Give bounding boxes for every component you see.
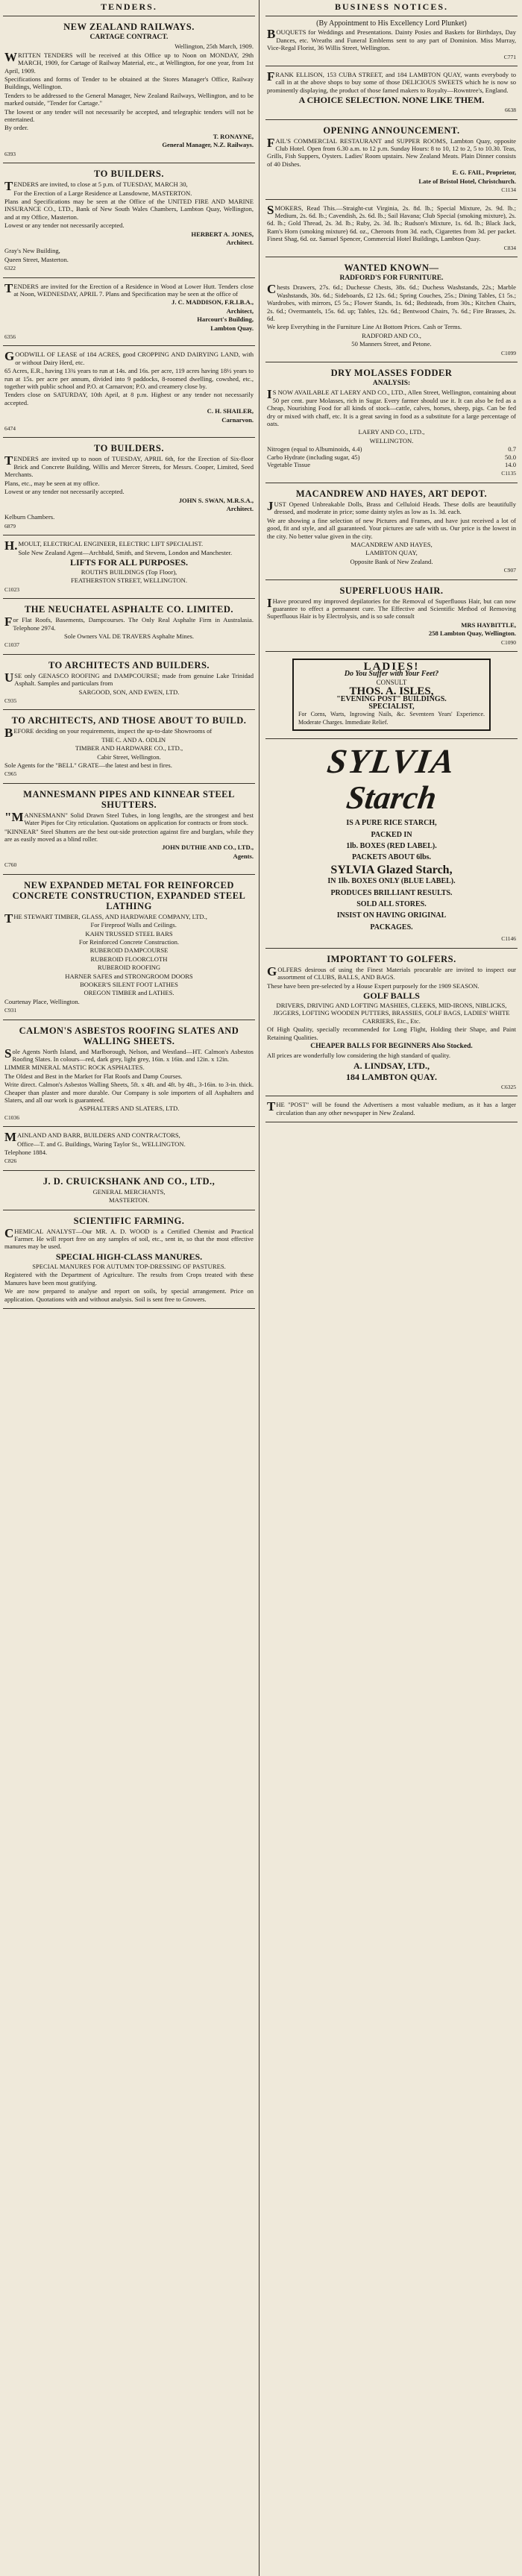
ad-signature: Harcourt's Building,	[197, 315, 254, 324]
analysis-value: 0.7	[508, 445, 516, 453]
ad-reference-number: C6325	[500, 1083, 516, 1090]
ad-centered-line: SARGOOD, SON, AND EWEN, LTD.	[78, 688, 180, 696]
ad-paragraph: MAINLAND AND BARR, BUILDERS AND CONTRACTORS,	[4, 1130, 180, 1145]
ad-signature: HERBERT A. JONES,	[191, 230, 254, 238]
ad-isles	[265, 652, 518, 739]
ad-display-line: A CHOICE SELECTION. NONE LIKE THEM.	[298, 95, 485, 106]
business-ad-list	[265, 16, 518, 1122]
ad-smokers	[265, 200, 518, 257]
ad-paragraph: For Flat Roofs, Basements, Dampcourses. The Only Real Asphalte Firm in Australasia. Telephone 2974.	[4, 615, 254, 632]
ad-centered-line: ROUTH'S BUILDINGS (Top Floor),	[81, 568, 177, 576]
ad-headline: THE NEUCHATEL ASPHALTE CO. LIMITED.	[24, 604, 234, 615]
ad-display-line: GOLF BALLS	[363, 990, 420, 1001]
analysis-item: Vegetable Tissue	[267, 461, 311, 469]
ad-headline: MANNESMANN PIPES AND KINNEAR STEEL SHUTTERS.	[23, 788, 235, 810]
ad-signature: C. H. SHAILER,	[207, 407, 254, 415]
ad-centered-line: RUBEROID DAMPCOURSE	[89, 946, 169, 955]
ad-paragraph: IHave procured my improved depilatories for the Removal of Superfluous Hair, but can now guarantee to effect a permanent cure. The Effective and Scientific Method of Removing Superfluous Hair is by Electrolysis, and is so safe consult	[267, 595, 516, 621]
ad-paragraph: SMOKERS, Read This.—Straight-cut Virginia, 2s. 8d. lb.; Special Mixture, 2s. 9d. lb.; Medium, 2s. 6d. lb.; Cavendish, 2s. 6d. lb.; Sail Havana; Club Special (smoking mixture), 2s. 6d. lb.; Gold Thread, 2s. 3d. lb.; Ruby, 2s. 3d. lb.; Rudson's Mixture, 1s. 6d. lb.; Black Jack, Ram's Horn (smoking mixture) 6d. oz., Cheroots from 3d. each, Cigarettes from 3d. per packet. Finest Shag, 6d. oz. Samuel Spencer, Commercial Hotel Buildings, Lambton Quay.	[267, 202, 516, 243]
ad-paragraph: All prices are wonderfully low considering the high standard of quality.	[267, 1052, 450, 1060]
ad-paragraph: Plans, etc., may be seen at my office.	[4, 479, 100, 487]
ad-signature: Architect,	[226, 307, 254, 315]
ad-headline: NEW EXPANDED METAL FOR REINFORCED CONCRETE CONSTRUCTION, EXPANDED STEEL LATHING	[12, 879, 246, 911]
ad-centered-line: 50 Manners Street, and Petone.	[351, 340, 432, 348]
analysis-row	[267, 461, 516, 468]
starch-brand-title: Starch	[344, 779, 439, 817]
royal-appointment-crest: (By Appointment to His Excellency Lord Plunket)	[316, 19, 467, 28]
ad-reference-number: C771	[503, 53, 516, 60]
ad-centered-line: OREGON TIMBER and LATHES.	[84, 989, 174, 997]
analysis-item: Nitrogen (equal to Albuminoids, 4.4)	[267, 445, 362, 453]
ad-moult	[3, 535, 255, 599]
ad-paragraph: Office—T. and G. Buildings, Waring Taylor St., WELLINGTON.	[17, 1140, 186, 1148]
ad-signature: Agents.	[233, 852, 254, 860]
sylvia-line: IS A PURE RICE STARCH,	[346, 819, 437, 828]
ad-paragraph: We are showing a fine selection of new Pictures and Frames, and have just received a lot of good, fit and style, and all guaranteed. Your pictures are safe with us. Our price is the lowest in the city. No better value given in the city.	[267, 516, 516, 540]
ad-centered-line: Sole Owners VAL DE TRAVERS Asphalte Mines.	[63, 632, 195, 640]
ad-odlin	[3, 710, 255, 783]
ad-centered-line: THE C. AND A. ODLIN	[101, 735, 166, 744]
boxed-ad	[292, 659, 491, 731]
sylvia-line: 1lb. BOXES (RED LABEL).	[346, 842, 437, 851]
ad-ellison	[265, 66, 518, 120]
ad-signature: Architect.	[226, 238, 254, 246]
ad-paragraph: GOODWILL OF LEASE of 184 ACRES, good CROPPING AND DAIRYING LAND, with or without Dairy Herd, etc.	[4, 349, 254, 366]
ad-paragraph: These have been pre-selected by a House Expert purposely for the 1909 SEASON.	[267, 981, 479, 990]
ad-paragraph: THE "POST" will be found the Advertisers a most valuable medium, as it has a larger circulation than any other newspaper in New Zealand.	[267, 1099, 516, 1116]
ad-subheadline: RADFORD'S FOR FURNITURE.	[339, 274, 444, 282]
ad-signature: J. C. MADDISON, F.R.I.B.A.,	[172, 298, 254, 307]
ad-centered-line: BOOKER'S SILENT FOOT LATHES	[80, 980, 178, 988]
sylvia-line: PACKED IN	[371, 830, 412, 839]
tenders-column	[3, 0, 255, 2576]
ad-centered-line: FEATHERSTON STREET, WELLINGTON.	[71, 577, 187, 585]
sylvia-starch-ad	[267, 743, 516, 932]
ad-centered-line: RUBEROID ROOFING	[97, 964, 161, 972]
ad-centered-line: SPECIAL MANURES FOR AUTUMN TOP-DRESSING OF PASTURES.	[32, 1262, 226, 1270]
ad-headline: OPENING ANNOUNCEMENT.	[323, 125, 460, 136]
ad-reference-number: 6638	[505, 107, 516, 114]
ad-centered-line: MASTERTON.	[109, 1196, 149, 1204]
ad-signature: 184 LAMBTON QUAY.	[346, 1071, 437, 1082]
ad-farming	[3, 1210, 255, 1309]
ad-paragraph: FRANK ELLISON, 153 CUBA STREET, and 184 LAMBTON QUAY, wants everybody to call in at the above shops to buy some of those DELICIOUS SWEETS which he is now so prominently displaying, the product of those famed makers to Royalty—Rowntree's, England.	[267, 69, 516, 94]
ad-signature: 258 Lambton Quay, Wellington.	[428, 629, 516, 638]
ad-reference-number: C1146	[501, 935, 516, 943]
ad-centered-line: DRIVERS, DRIVING AND LOFTING MASHIES, CLEEKS, MID-IRONS, NIBLICKS, JIGGERS, LOFTING WOODEN PUTTERS, BRASSIES, GOLF BAGS, LADIES' WHITE CARRIERS, Etc., Etc.	[273, 1001, 510, 1025]
glazed-starch-line: IN 1lb. BOXES ONLY (BLUE LABEL).	[327, 877, 456, 886]
ad-centered-line: RUBEROID FLOORCLOTH	[90, 955, 168, 963]
ad-paragraph: Sole Agents for the "BELL" GRATE—the latest and best in fires.	[4, 761, 172, 770]
ad-paragraph: Lowest or any tender not necessarily accepted.	[4, 222, 125, 230]
ad-lower-hutt	[3, 278, 255, 347]
ad-paragraph: The lowest or any tender will not necessarily be accepted, and telegraphic tenders will not be entertained.	[4, 107, 254, 124]
ad-paragraph: Of High Quality, specially recommended for Long Flight, Holding their Shape, and Paint Retaining Qualities.	[267, 1025, 516, 1041]
ad-goodwill	[3, 346, 255, 438]
ad-reference-number: C834	[503, 244, 516, 251]
ad-headline: TO BUILDERS.	[94, 169, 164, 180]
ad-centered-line: LAMBTON QUAY,	[365, 549, 418, 557]
ad-paragraph: Registered with the Department of Agriculture. The results from Crops treated with these Manures have been most gratifying.	[4, 1271, 254, 1287]
ad-headline: SUPERFLUOUS HAIR.	[339, 585, 444, 596]
ad-centered-line: LAERY AND CO., LTD.,	[358, 428, 425, 436]
ad-headline: TO ARCHITECTS AND BUILDERS.	[48, 659, 210, 670]
ad-centered-line: For Reinforced Concrete Construction.	[78, 937, 180, 946]
sylvia-line: PACKETS ABOUT 6lbs.	[351, 853, 432, 862]
ad-reference-number: 6356	[4, 333, 16, 340]
ad-signature: Lambton Quay.	[210, 324, 254, 332]
glazed-starch-line: PACKAGES.	[370, 923, 413, 932]
ad-paragraph: Tenders to be addressed to the General Manager, New Zealand Railways, Wellington, and to be marked outside, "Tender for Cartage."	[4, 91, 254, 107]
column-divider	[259, 0, 260, 2576]
ad-mannesmann	[3, 784, 255, 875]
glazed-starch-title: SYLVIA Glazed Starch,	[330, 863, 453, 876]
ad-address: Kelburn Chambers.	[4, 513, 55, 521]
ad-paragraph: Tenders close on SATURDAY, 10th April, at 8 p.m. Highest or any tender not necessarily accepted.	[4, 391, 254, 406]
ad-headline: CALMON'S ASBESTOS ROOFING SLATES AND WALLING SHEETS.	[19, 1025, 239, 1046]
ad-headline: SCIENTIFIC FARMING.	[73, 1215, 185, 1226]
boxed-ad-line: CONSULT	[376, 678, 407, 686]
ad-paragraph: Sole Agents North Island, and Marlborough, Nelson, and Westland—HT. Calmon's Asbestos Roofing Slates. In colours—red, dark grey, light grey, 16in. x 16in. and 12in. x 12in.	[4, 1046, 254, 1063]
analysis-row	[267, 445, 516, 453]
ad-paragraph: IS NOW AVAILABLE AT LAERY AND CO., LTD., Allen Street, Wellington, containing about 50 per cent. pure Molasses, rich in Sugar. Every farmer should use it. It can also be fed as a Cheap, Nourishing Food for all kinds of stock—cattle, calves, horses, sheep, pigs. Can be fed dry or mixed with chaff, etc. It is a great saving in food as a substitute for a large percentage of oats.	[267, 387, 516, 428]
glazed-starch-line: INSIST ON HAVING ORIGINAL	[336, 911, 447, 920]
ad-paragraph: TENDERS are invited up to noon of TUESDAY, APRIL 6th, for the Erection of Six-floor Brick and Concrete Building, Willis and Mercer Streets, for Messrs. Cooper, Limited, Seed Merchants.	[4, 453, 254, 479]
ad-reference-number: C1135	[501, 470, 516, 477]
ad-paragraph: THE STEWART TIMBER, GLASS, AND HARDWARE COMPANY, LTD.,	[4, 911, 207, 926]
ad-paragraph: USE only GENASCO ROOFING and DAMPCOURSE; made from genuine Lake Trinidad Asphalt. Samples and particulars from	[4, 670, 254, 688]
business-notices-column	[265, 0, 518, 2576]
ad-centered-line: Cabir Street, Wellington.	[97, 753, 161, 761]
ad-golfers	[265, 949, 518, 1096]
ad-residence	[3, 163, 255, 277]
ad-reference-number: C965	[4, 770, 17, 778]
ad-post	[265, 1096, 518, 1122]
business-notices-heading: BUSINESS NOTICES.	[265, 0, 518, 16]
boxed-ad-line: Do You Suffer with Your Feet?	[344, 670, 439, 679]
ad-subheadline: ANALYSIS:	[372, 380, 411, 387]
ad-radford	[265, 257, 518, 362]
ad-reference-number: C1134	[501, 186, 516, 194]
ad-reference-number: C907	[503, 567, 516, 574]
analysis-row	[267, 453, 516, 461]
ad-paragraph: FAIL'S COMMERCIAL RESTAURANT and SUPPER ROOMS, Lambton Quay, opposite Club Hotel. Open from 6.30 a.m. to 12 p.m. Sunday Hours: 8 to 10, 12 to 2, 5 to 10.30. Teas, Grills, Fish Suppers, Oysters. Ladies' Room upstairs. New Zealand Meats. Plain Dinner consists of 40 Dishes.	[267, 135, 516, 168]
ad-address: Courtenay Place, Wellington.	[4, 997, 80, 1005]
ad-signature: E. G. FAIL, Proprietor,	[452, 169, 516, 177]
ad-paragraph: Telephone 1884.	[4, 1149, 48, 1157]
ad-centered-line: Opposite Bank of New Zealand.	[350, 557, 433, 565]
ad-macandrew	[265, 483, 518, 580]
ad-calmons	[3, 1020, 255, 1128]
ad-molasses	[265, 362, 518, 483]
ad-headline: WANTED KNOWN—	[344, 262, 439, 273]
ad-paragraph: "MANNESMANN" Solid Drawn Steel Tubes, in long lengths, are the strongest and best Water Pipes for City reticulation. Quotations on application for contracts or from stock.	[4, 809, 254, 827]
ad-headline: TO BUILDERS.	[94, 443, 164, 454]
ad-signature: A. LINDSAY, LTD.,	[353, 1060, 430, 1071]
ad-paragraph: We are now prepared to analyse and report on soils, by special arrangement. Price on application. Quotations with and without analysis. Soil is sent free to Growers.	[4, 1287, 254, 1303]
ad-centered-line: KAHN TRUSSED STEEL BARS	[85, 929, 173, 937]
ad-display-line: SPECIAL HIGH-CLASS MANURES.	[55, 1251, 203, 1262]
ad-centered-line: HARNER SAFES and STRONGROOM DOORS	[65, 972, 193, 980]
ad-signature: Architect.	[226, 504, 254, 512]
ad-reference-number: C826	[4, 1157, 17, 1165]
ad-paragraph: 65 Acres, E.R., having 13¾ years to run at 14s. and 16s. per acre, 119 acres having 18½ years to run at 15s. per acre per annum, divided into 9 paddocks, 8-roomed dwelling, cowshed, etc., together with public school and P.O. at Carnarvon; P.O. and creamery close by.	[4, 367, 254, 391]
ad-subheadline: CARTAGE CONTRACT.	[89, 34, 169, 41]
ad-paragraph: WRITTEN TENDERS will be received at this Office up to Noon on MONDAY, 29th MARCH, 1909, for Cartage of Railway Material, etc., at Wellington, for one year, from 1st April, 1909.	[4, 49, 254, 75]
ad-headline: MACANDREW AND HAYES, ART DEPOT.	[295, 488, 488, 499]
ad-reference-number: 6393	[4, 150, 16, 157]
boxed-ad-line: SPECIALIST,	[368, 703, 415, 711]
ad-paragraph: TENDERS are invited, to close at 5 p.m. of TUESDAY, MARCH 30,	[4, 179, 188, 194]
boxed-ad-line: For Corns, Warts, Ingrowing Nails, &c. Seventeen Years' Experience. Moderate Charges. Immediate Relief.	[298, 711, 485, 726]
ad-display-line: LIFTS FOR ALL PURPOSES.	[69, 556, 189, 568]
ad-address: Queen Street, Masterton.	[4, 255, 69, 263]
boxed-ad-line: THOS. A. ISLES,	[349, 685, 434, 698]
ad-kelburn	[3, 438, 255, 535]
ad-address: Gray's New Building,	[4, 247, 60, 255]
ad-paragraph: Specifications and forms of Tender to be obtained at the Stores Manager's Office, Railway Buildings, Wellington.	[4, 75, 254, 91]
ad-signature: General Manager, N.Z. Railways.	[162, 141, 254, 149]
ad-cruickshank	[3, 1171, 255, 1210]
ad-centered-line: MACANDREW AND HAYES,	[350, 540, 433, 548]
ad-genasco	[3, 655, 255, 711]
ad-paragraph: By order.	[4, 124, 28, 132]
ad-neuchatel	[3, 599, 255, 655]
ad-subheadline: CHEAPER BALLS FOR BEGINNERS Also Stocked.	[310, 1042, 473, 1050]
ad-paragraph: Sole New Zealand Agent—Archbald, Smith, and Stevens, London and Manchester.	[18, 548, 233, 556]
ad-signature: Late of Bristol Hotel, Christchurch.	[418, 177, 516, 185]
ad-centered-line: TIMBER AND HARDWARE CO., LTD.,	[75, 744, 183, 753]
ad-headline: DRY MOLASSES FODDER	[330, 368, 453, 378]
ad-bouquets	[265, 16, 518, 66]
ad-paragraph: GOLFERS desirous of using the Finest Materials procurable are invited to inspect our assortment of CLUBS, BALLS, AND BAGS.	[267, 964, 516, 981]
ad-reference-number: 6879	[4, 522, 16, 530]
ad-reference-number: C760	[4, 861, 17, 869]
ad-paragraph: Write direct. Calmon's Asbestos Walling Sheets, 5ft. x 4ft. and 4ft. by 4ft., 3-16in. to 3-in. thick. Cheaper than plaster and more durable. Our Company is sole importers of all Asphalters and Slaters, and all our work is guaranteed.	[4, 1081, 254, 1104]
analysis-value: 14.0	[504, 461, 516, 469]
ad-paragraph: We keep Everything in the Furniture Line At Bottom Prices. Cash or Terms.	[267, 323, 462, 331]
glazed-starch-line: PRODUCES BRILLIANT RESULTS.	[330, 888, 453, 897]
ad-paragraph: BOUQUETS for Weddings and Presentations. Dainty Posies and Baskets for Birthdays, Day Dances, etc. Wreaths and Funeral Emblems sent to any part of Dominion. Miss Murray, Vice-Regal Florist, 36 Willis Street, Wellington.	[267, 27, 516, 52]
ad-reference-number: C931	[4, 1007, 17, 1014]
ad-paragraph: TENDERS are invited for the Erection of a Residence in Wood at Lower Hutt. Tenders close at Noon, WEDNESDAY, APRIL 7. Plans and Specification may be seen at the office of	[4, 280, 254, 298]
ad-signature: JOHN DUTHIE AND CO., LTD.,	[162, 844, 254, 852]
ad-mainland	[3, 1127, 255, 1171]
ad-reference-number: 6322	[4, 265, 16, 272]
ad-hair	[265, 580, 518, 652]
ad-headline: J. D. CRUICKSHANK AND CO., LTD.,	[43, 1175, 216, 1187]
ad-reference-number: C1099	[500, 349, 516, 356]
ad-paragraph: H.MOULT, ELECTRICAL ENGINEER, ELECTRIC LIFT SPECIALIST.	[4, 538, 204, 553]
ad-centered-line: ASPHALTERS AND SLATERS, LTD.	[78, 1105, 180, 1113]
tenders-ad-list	[3, 16, 255, 1309]
ad-paragraph: Lowest or any tender not necessarily accepted.	[4, 488, 125, 496]
ad-reference-number: C935	[4, 697, 17, 704]
ad-paragraph: Chests Drawers, 27s. 6d.; Duchesse Chests, 38s. 6d.; Duchess Washstands, 22s.; Marble Washstands, 30s. 6d.; Sideboards, £2 12s. 6d.; Spring Couches, 25s.; Dining Tables, £1 5s.; Wardrobes, with mirrors, £5 5s.; Flower Stands, 1s. 6d.; Bedsteads, from 30s.; Kitchen Chairs, 2s. 6d.; Overmantels, 15s. 6d. up; Tables, 12s. 6d.; Bentwood Chairs, 7s. 6d.; Fire Brasses, 2s. 6d.	[267, 282, 516, 322]
ad-headline: IMPORTANT TO GOLFERS.	[327, 953, 456, 964]
ad-signature: T. RONAYNE,	[213, 132, 254, 140]
ad-reference-number: 6474	[4, 425, 16, 433]
ad-reference-number: C1036	[4, 1113, 20, 1121]
analysis-item: Carbo Hydrate (including sugar, 45)	[267, 453, 360, 461]
analysis-value: 50.0	[504, 453, 516, 461]
boxed-ad-line: "EVENING POST" BUILDINGS.	[336, 694, 447, 703]
sylvia-brand-title: SYLVIA	[324, 742, 459, 781]
ad-signature: MRS HAYBITTLE,	[461, 621, 516, 629]
ad-paragraph: Plans and Specifications may be seen at the Office of the UNITED FIRE AND MARINE INSURANCE CO., LTD., Bank of New South Wales Chambers, Lambton Quay, Wellington, and at my Office, Masterton.	[4, 197, 254, 221]
ad-sylvia	[265, 739, 518, 948]
boxed-ad-line: LADIES!	[363, 660, 420, 673]
tenders-heading: TENDERS.	[3, 0, 255, 16]
ad-centered-line: WELLINGTON.	[369, 436, 414, 444]
ad-paragraph: For the Erection of a Large Residence at Lansdowne, MASTERTON.	[13, 189, 192, 197]
ad-reference-number: C1090	[500, 638, 516, 646]
ad-railways	[3, 16, 255, 163]
ad-centered-line: RADFORD AND CO.,	[362, 331, 421, 339]
ad-centered-line: GENERAL MERCHANTS,	[92, 1187, 166, 1196]
glazed-starch-line: SOLD ALL STORES.	[356, 900, 427, 909]
ad-centered-line: For Fireproof Walls and Ceilings.	[90, 921, 177, 929]
ad-paragraph: "KINNEAR" Steel Shutters are the best out-side protection against fire and burglars, while they are as easily moved as a blind roller.	[4, 827, 254, 844]
ad-signature: JOHN S. SWAN, M.R.S.A.,	[178, 496, 254, 504]
ad-paragraph: JUST Opened Unbreakable Dolls, Brass and Celluloid Heads. These dolls are beautifully dressed, and moderate in price; some dainty styles as low as 1s. 3d. each.	[267, 498, 516, 516]
ad-paragraph: The Oldest and Best in the Market for Flat Roofs and Damp Courses.	[4, 1072, 183, 1080]
ad-headline: NEW ZEALAND RAILWAYS.	[63, 22, 195, 32]
ad-paragraph: BEFORE deciding on your requirements, inspect the up-to-date Showrooms of	[4, 726, 213, 741]
ad-fails	[265, 120, 518, 200]
ad-paragraph: LIMMER MINERAL MASTIC ROCK ASPHALTES.	[4, 1064, 145, 1072]
ad-dateline: Wellington, 25th March, 1909.	[174, 43, 254, 51]
ad-signature: Carnarvon.	[221, 415, 254, 424]
ad-reference-number: C1037	[4, 641, 20, 649]
ad-headline: TO ARCHITECTS, AND THOSE ABOUT TO BUILD.	[11, 715, 247, 726]
ad-paragraph: CHEMICAL ANALYST—Our MR. A. D. WOOD is a Certified Chemist and Practical Farmer. He will report free on any samples of soil, etc., sent in, so that the most effective manures may be used.	[4, 1225, 254, 1251]
ad-reference-number: C1023	[4, 585, 20, 593]
ad-expanded	[3, 875, 255, 1020]
